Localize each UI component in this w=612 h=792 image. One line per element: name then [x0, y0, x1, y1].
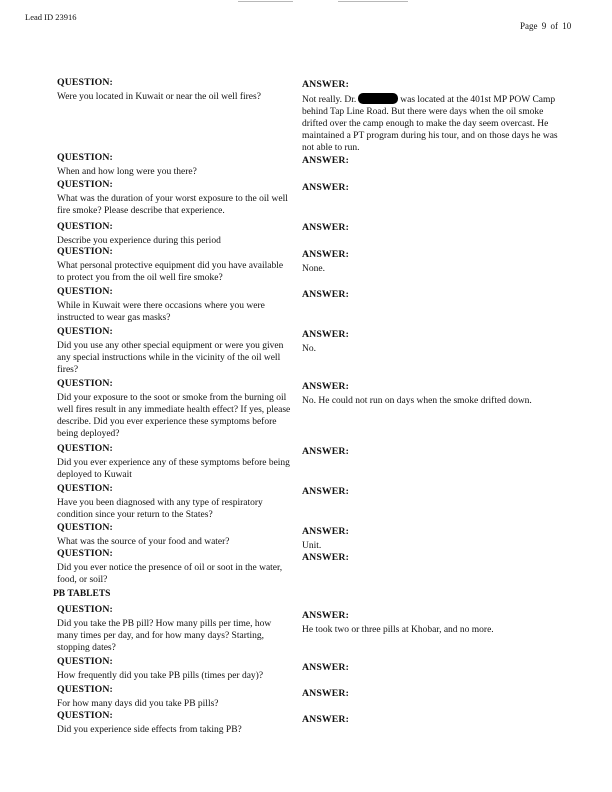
question-block [57, 286, 292, 324]
answer-block [302, 486, 562, 500]
question-text: Did you use any other special equipment or were you given any special instructions while in the vicinity of the oil well fires? [57, 341, 284, 375]
question-block [57, 378, 292, 440]
question-text: Describe you experience during this period [57, 236, 221, 246]
question-text: What personal protective equipment did you have available to protect you from the oil well fire smoke? [57, 261, 284, 283]
answer-block [302, 552, 562, 566]
question-block [57, 483, 292, 521]
answer-label: ANSWER: [302, 381, 349, 392]
answer-text-part: was located at the 401st MP POW Camp behind Tap Line Road. But there were days when the oil smoke drifted over the camp enough to make the day seem overcast. He maintained a PT program during his tour, and on those days he was not able to run. [302, 95, 558, 153]
question-label: QUESTION: [57, 483, 113, 494]
question-text: Were you located in Kuwait or near the oil well fires? [57, 92, 261, 102]
question-block [57, 443, 292, 481]
answer-block [302, 526, 562, 552]
answer-label: ANSWER: [302, 552, 349, 563]
answer-block [302, 381, 562, 407]
answer-block [302, 688, 562, 702]
question-label: QUESTION: [57, 656, 113, 667]
answer-text [302, 93, 562, 154]
scan-artifact-line [338, 1, 408, 2]
answer-block [302, 249, 562, 275]
question-label: QUESTION: [57, 179, 113, 190]
question-label: QUESTION: [57, 152, 113, 163]
answer-block [302, 610, 562, 636]
answer-label: ANSWER: [302, 446, 349, 457]
lead-id: Lead ID 23916 [25, 12, 77, 22]
question-block [57, 522, 292, 548]
answer-label: ANSWER: [302, 662, 349, 673]
question-text: When and how long were you there? [57, 167, 197, 177]
section-heading-pb-tablets: PB TABLETS [53, 589, 111, 599]
question-label: QUESTION: [57, 604, 113, 615]
answer-label: ANSWER: [302, 329, 349, 340]
answer-block [302, 662, 562, 676]
question-block [57, 548, 292, 586]
question-text: Did you take the PB pill? How many pills per time, how many times per day, and for how many days? Starting, stopping dates? [57, 619, 272, 653]
page-number: Page 9 of 10 [520, 21, 572, 31]
answer-block [302, 155, 562, 169]
answer-block [302, 79, 562, 154]
question-label: QUESTION: [57, 286, 113, 297]
question-label: QUESTION: [57, 77, 113, 88]
answer-block [302, 329, 562, 355]
question-block [57, 326, 292, 376]
question-label: QUESTION: [57, 684, 113, 695]
answer-label: ANSWER: [302, 688, 349, 699]
question-label: QUESTION: [57, 548, 113, 559]
answer-text: No. [302, 344, 316, 354]
question-block [57, 684, 292, 710]
answer-text: No. He could not run on days when the smoke drifted down. [302, 396, 532, 406]
question-block [57, 710, 292, 736]
question-block [57, 221, 292, 247]
answer-label: ANSWER: [302, 486, 349, 497]
question-block [57, 77, 292, 103]
answer-label: ANSWER: [302, 182, 349, 193]
question-text: Did your exposure to the soot or smoke from the burning oil well fires result in any immediate health effect? If yes, please describe. Did you ever experience these symptoms before being deployed? [57, 393, 291, 439]
answer-label: ANSWER: [302, 222, 349, 233]
answer-text: None. [302, 264, 325, 274]
answer-label: ANSWER: [302, 249, 349, 260]
question-block [57, 179, 292, 217]
question-text: What was the source of your food and water? [57, 537, 230, 547]
answer-block [302, 714, 562, 728]
question-text: Did you ever experience any of these symptoms before being deployed to Kuwait [57, 458, 290, 480]
question-text: For how many days did you take PB pills? [57, 699, 219, 709]
answer-text: Unit. [302, 541, 322, 551]
question-block [57, 152, 292, 178]
answer-label: ANSWER: [302, 526, 349, 537]
redaction-box [358, 93, 398, 104]
answer-label: ANSWER: [302, 79, 349, 90]
question-text: Did you experience side effects from taking PB? [57, 725, 242, 735]
answer-label: ANSWER: [302, 155, 349, 166]
answer-block [302, 446, 562, 460]
question-block [57, 656, 292, 682]
answer-text-part: Not really. Dr. [302, 95, 357, 105]
question-label: QUESTION: [57, 443, 113, 454]
question-label: QUESTION: [57, 246, 113, 257]
question-label: QUESTION: [57, 378, 113, 389]
question-block [57, 246, 292, 284]
scan-artifact-line [238, 1, 293, 2]
question-text: Did you ever notice the presence of oil or soot in the water, food, or soil? [57, 563, 283, 585]
answer-text: He took two or three pills at Khobar, and no more. [302, 625, 494, 635]
answer-block [302, 289, 562, 303]
question-text: How frequently did you take PB pills (times per day)? [57, 671, 264, 681]
answer-label: ANSWER: [302, 289, 349, 300]
question-block [57, 604, 292, 654]
question-label: QUESTION: [57, 326, 113, 337]
answer-label: ANSWER: [302, 610, 349, 621]
answer-block [302, 222, 562, 236]
question-text: What was the duration of your worst exposure to the oil well fire smoke? Please describe that experience. [57, 194, 288, 216]
answer-label: ANSWER: [302, 714, 349, 725]
question-label: QUESTION: [57, 710, 113, 721]
question-label: QUESTION: [57, 221, 113, 232]
question-label: QUESTION: [57, 522, 113, 533]
question-text: Have you been diagnosed with any type of respiratory condition since your return to the States? [57, 498, 263, 520]
answer-block [302, 182, 562, 196]
question-text: While in Kuwait were there occasions where you were instructed to wear gas masks? [57, 301, 265, 323]
